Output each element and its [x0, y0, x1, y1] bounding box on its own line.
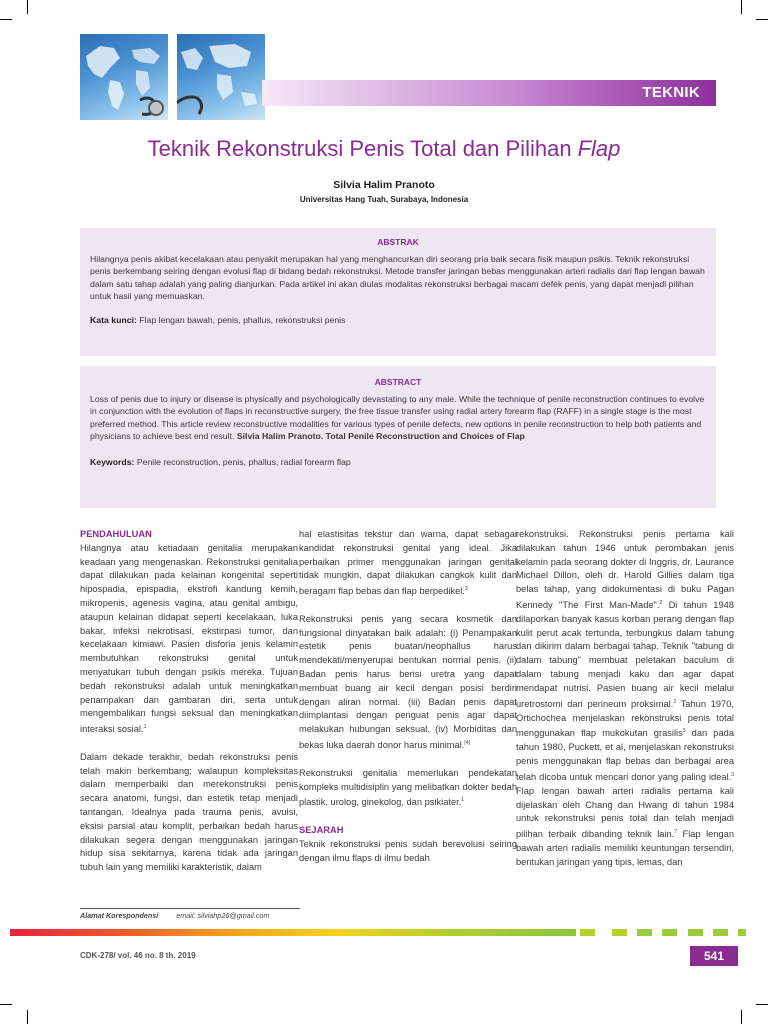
author-affiliation: Universitas Hang Tuah, Surabaya, Indonesia — [299, 195, 469, 204]
paragraph: Hilangnya atau ketiadaan genitalia merupakan keadaan yang mengenaskan. Rekonstruksi genitalia dapat dilakukan pada kelainan kongenital seperti hipospadia, epispadia, ekstrofi kandung kemih, mikropenis, agenesis vagina, atau genital ambigu, ataupun kelainan didapat seperti kecelakaan, luka bakar, infeksi nekrotisasi, ekstirpasi tumor, dan kecelakaan kimiawi. Pasien disforia jenis kelamin membutuhkan rekonstruksi genital untuk menyatukan tubuh dengan psikis mereka. Tujuan bedah rekonstruksi adalah untuk meningkatkan penampakan dan gambaran diri, serta untuk mengembalikan fungsi seksual dan meningkatkan interaksi sosial.$^1$ — [80, 542, 298, 735]
keywords-label-en: Keywords: — [90, 456, 135, 467]
keywords-text: Flap lengan bawah, penis, phallus, rekonstruksi penis — [139, 314, 346, 325]
abstrak-keywords — [90, 315, 706, 325]
footer-dot — [580, 929, 595, 936]
abstract-citation: Silvia Halim Pranoto. Total Penile Reconstruction and Choices of Flap — [236, 431, 525, 442]
correspondence-email: email: silviahp26@gmail.com — [176, 911, 270, 920]
title-italic: Flap — [577, 136, 621, 161]
crop-mark — [27, 1010, 28, 1024]
paragraph: Rekonstruksi penis yang secara kosmetik dan fungsional dinyatakan baik adalah: (i) Penampakan estetik penis buatan/neophallus harus mendekati/menyerupai bentukan normal penis. (ii) Badan penis harus berisi uretra yang dapat membuat buang air kecil dengan posisi berdiri dengan aliran normal. (iii) Badan penis dapat diimplantasi dengan penguat penis agar dapat melakukan hubungan seksual. (iv) Morbiditas dan bekas luka daerah donor harus minimal.[4] — [299, 613, 517, 751]
abstrak-box — [80, 228, 716, 356]
column-2 — [299, 528, 517, 879]
crop-mark — [756, 19, 768, 20]
footer-dot — [612, 929, 627, 936]
abstract-body: Loss of penis due to injury or disease is physically and psychologically devastating to any male. While the technique of penile reconstruction continues to evolve in conjunction with the evolution of flaps in reconstructive surgery, the free tissue transfer using radial artery forearm flap (RAFF) in a single stage is the most preferred method. This article review reconstructive modalities for various types of penile defects, new options in penile reconstruction to help both patients and physicians to achieve best end result. — [90, 394, 705, 442]
section-label: TEKNIK — [642, 84, 700, 101]
section-heading-sejarah: SEJARAH — [299, 825, 344, 836]
keywords-text-en: Penile reconstruction, penis, phallus, radial forearm flap — [136, 456, 351, 467]
paragraph: Rekonstruksi genitalia memerlukan pendekatan kompleks multidisiplin yang melibatkan dokter bedah plastik, urolog, ginekolog, dan psikiater.$^1$ — [299, 767, 517, 808]
correspondence-note — [80, 908, 300, 920]
footer-color-dots — [0, 929, 768, 936]
abstrak-text: Hilangnya penis akibat kecelakaan atau penyakit merupakan hal yang menghancurkan diri seorang pria baik secara fisik maupun psikis. Teknik rekonstruksi penis berkembang seiring dengan evolusi flap di bidang bedah rekonstruksi. Metode transfer jaringan bebas menggunakan arteri radialis dari flap lengan bawah dalam satu tahap adalah yang paling dianjurkan. Pada artikel ini akan diulas modalitas rekonstruksi berbagai macam defek penis, yang dapat menjadi pilihan untuk hasil yang memuaskan. — [90, 254, 705, 302]
keywords-label: Kata kunci: — [90, 314, 137, 325]
author-name: Silvia Halim Pranoto — [333, 179, 435, 191]
paragraph: Teknik rekonstruksi penis sudah berevolusi seiring dengan ilmu flaps di ilmu bedah — [299, 838, 517, 863]
abstrak-heading: ABSTRAK — [377, 237, 419, 247]
column-1 — [80, 528, 298, 889]
abstract-keywords — [90, 457, 706, 467]
paragraph: rekonstruksi. Rekonstruksi penis pertama kali dilakukan tahun 1946 untuk perombakan jenis kelamin pada seorang dokter di Inggris, dr. Laurance Michael Dillon, oleh dr. Harold Gillies dalam tiga belas tahap, yang didokumentasi di buku Pagan Kennedy "The First Man-Made".$^2$ Di tahun 1948 dilaporkan banyak kasus korban perang dengan flap kulit perut acak tertunda, terbungkus dalam tabung dan dikirim dalam berbagai tahap. Teknik "tabung di dalam tabung" membuat peletakan baculum di dalam tabung menjadi kaku dan agar dapat mendapat nutrisi. Pasien buang air kecil melalui uretrostomi dari perineum proksimal.$^2$ Tahun 1970, Ortichochea menjelaskan rekonstruksi penis total menggunakan flap mukokutan grasilis$^3$ dan pada tahun 1980, Puckett, et al, menjelaskan rekonstruksi penis menggunakan flap bebas dan berbagai area telah dicoba untuk mencari donor yang paling ideal.$^3$ Flap lengan bawah arteri radialis pertama kali dijelaskan oleh Chang dan Hwang di tahun 1984 untuk rekonstruksi penis total dan telah menjadi pilihan terbaik dibanding teknik lain.$^7$ Flap lengan bawah arteri radialis memiliki keuntungan tersendiri, bentukan jaringan yang tipis, lemas, dan — [516, 529, 734, 867]
crop-mark — [741, 0, 742, 14]
column-3 — [516, 528, 734, 883]
footer-dot — [662, 929, 677, 936]
section-banner — [262, 80, 716, 106]
footer-dot — [713, 929, 728, 936]
crop-mark — [756, 1004, 768, 1005]
abstract-box — [80, 366, 716, 508]
paragraph: hal elastisitas tekstur dan warna, dapat sebagai kandidat rekonstruksi genital yang ideal. Jika perbaikan primer menggunakan jaringan genital tidak mungkin, dapat dilakukan cangkok kulit dan beragam flap bebas dan flap berpedikel.$^3$ — [299, 529, 517, 597]
world-map-image-right — [177, 34, 265, 120]
page-number: 541 — [690, 946, 738, 966]
correspondence-label: Alamat Korespondensi — [80, 911, 159, 920]
section-heading-pendahuluan: PENDAHULUAN — [80, 529, 152, 539]
crop-mark — [0, 19, 12, 20]
footer-dot — [738, 929, 746, 936]
crop-mark — [741, 1010, 742, 1024]
journal-reference: CDK-278/ vol. 46 no. 8 th. 2019 — [80, 951, 196, 960]
paragraph: Dalam dekade terakhir, bedah rekonstruksi penis telah makin berkembang; walaupun kompleksitas dalam memperbaiki dan merekonstruksi penis secara anatomi, fungsi, dan estetik tetap menjadi tantangan. Idealnya pada trauma penis, avulsi, eksisi parsial atau komplit, perbaikan bedah harus dilakukan segera dengan menggunakan jaringan hidup sisa sekitarnya, karena tidak ada jaringan tubuh lain yang memiliki karakteristik, dalam — [80, 751, 298, 873]
footer-dot — [688, 929, 703, 936]
title-main: Teknik Rekonstruksi Penis Total dan Pilihan — [147, 136, 572, 161]
footer-dot — [637, 929, 652, 936]
abstract-heading: ABSTRACT — [374, 377, 422, 387]
article-title — [0, 136, 768, 162]
abstract-text — [90, 393, 706, 443]
crop-mark — [27, 0, 28, 14]
crop-mark — [0, 1004, 12, 1005]
world-map-image-left — [80, 34, 168, 120]
